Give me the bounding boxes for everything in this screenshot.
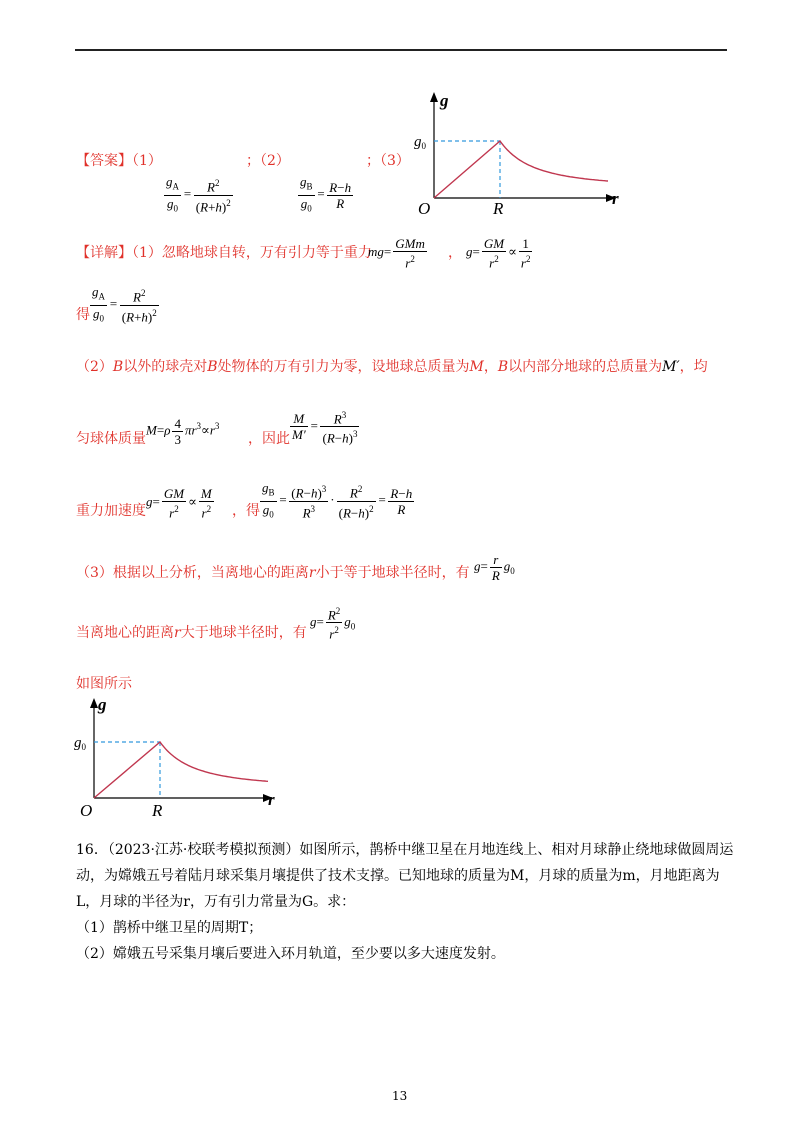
detail-formula-5: $\frac{M}{M'}$ = $\frac{R^3}{(R-h)^3}$ [292, 410, 358, 446]
detail-line-2: （2）B以外的球壳对B处物体的万有引力为零，设地球总质量为M，B以内部分地球的总质量为M′，均 [76, 359, 708, 375]
detail-line-3a: 匀球体质量 [76, 431, 146, 447]
answer-label: 【答案】（1） [76, 153, 162, 169]
detail-comma-1: ， [448, 245, 462, 261]
problem-statement [76, 837, 736, 915]
detail-formula-1: mg= $\frac{\text{GMm}}{r^2}$ [368, 236, 425, 271]
y-axis-arrow [90, 698, 98, 708]
detail-line-5: （3）根据以上分析，当离地心的距离r小于等于地球半径时，有 [76, 565, 470, 581]
problem-text: 如图所示，鹊桥中继卫星在月地连线上、相对月球静止绕地球做圆周运动，为嫦娥五号着陆月球采集月壤提供了技术支撑。已知地球的质量为M，月球的质量为m，月地距离为L，月球的半径为r，万有引力常量为G。求： [76, 842, 734, 910]
graph-top [410, 88, 630, 218]
curve [94, 742, 268, 798]
question-1: （1）鹊桥中继卫星的周期T； [76, 920, 263, 936]
problem-number: 16． [76, 842, 108, 858]
header-rule [75, 49, 727, 51]
detail-line-3b: ，因此 [248, 431, 290, 447]
detail-formula-2: g= $\frac{GM}{r^2}$ ∝ $\frac{1}{r^2}$ [466, 236, 531, 271]
detail-formula-9: g= $\frac{R^2}{r^2}$ $g_0$ [310, 606, 356, 642]
y-axis-label: g [440, 91, 449, 110]
x-axis-label: r [612, 189, 619, 208]
detail-line-6: 当离地心的距离r大于地球半径时，有 [76, 625, 307, 641]
page-number: 13 [392, 1089, 408, 1103]
origin-label: O [418, 199, 431, 218]
y-mark-label: $g_0$ [414, 134, 426, 151]
detail-formula-7: $\frac{g_B}{g_0}$ = $\frac{(R-h)^3}{R^3}$ · $\frac{R^2}{(R-h)^2}$ = $\frac{R-h}{R}$ [262, 480, 413, 520]
problem-16 [76, 837, 736, 967]
see-figure: 如图所示 [76, 676, 132, 692]
y-axis-label: g [98, 695, 107, 714]
detail-de-1: 得 [76, 307, 90, 323]
detail-formula-4: M=ρ $\frac{4}{3}$ $\pi r^3\propto r^3$ [146, 416, 220, 447]
answer-formula-2: $\frac{g_B}{g_0}$ = $\frac{R-h}{R}$ [300, 174, 352, 214]
y-axis-arrow [430, 92, 438, 102]
x-axis-label: r [268, 790, 275, 809]
detail-formula-3: $\frac{g_A}{g_0}$ = $\frac{R^2}{(R+h)^2}$ [92, 284, 157, 324]
problem-source: （2023·江苏·校联考模拟预测） [107, 842, 300, 858]
y-mark-label: $g_0$ [74, 735, 86, 752]
answer-formula-1: $\frac{g_A}{g_0}$ = $\frac{R^2}{(R+h)^2}$ [166, 174, 231, 214]
detail-line-4b: ，得 [232, 503, 260, 519]
detail-formula-6: g= $\frac{GM}{r^2}$ ∝ $\frac{M}{r^2}$ [146, 486, 212, 521]
graph-bottom [70, 692, 290, 822]
origin-label: O [80, 801, 93, 820]
x-mark-label: R [152, 801, 163, 820]
x-mark-label: R [493, 199, 504, 218]
answer-part3: ；（3） [366, 153, 410, 169]
detail-line-1: 【详解】（1）忽略地球自转，万有引力等于重力 [76, 245, 372, 261]
question-2: （2）嫦娥五号采集月壤后要进入环月轨道，至少要以多大速度发射。 [76, 946, 505, 962]
answer-part2: ；（2） [246, 153, 290, 169]
detail-line-4a: 重力加速度 [76, 503, 146, 519]
curve [434, 141, 608, 198]
detail-formula-8: g= $\frac{r}{R}$ $g_0$ [474, 552, 515, 583]
